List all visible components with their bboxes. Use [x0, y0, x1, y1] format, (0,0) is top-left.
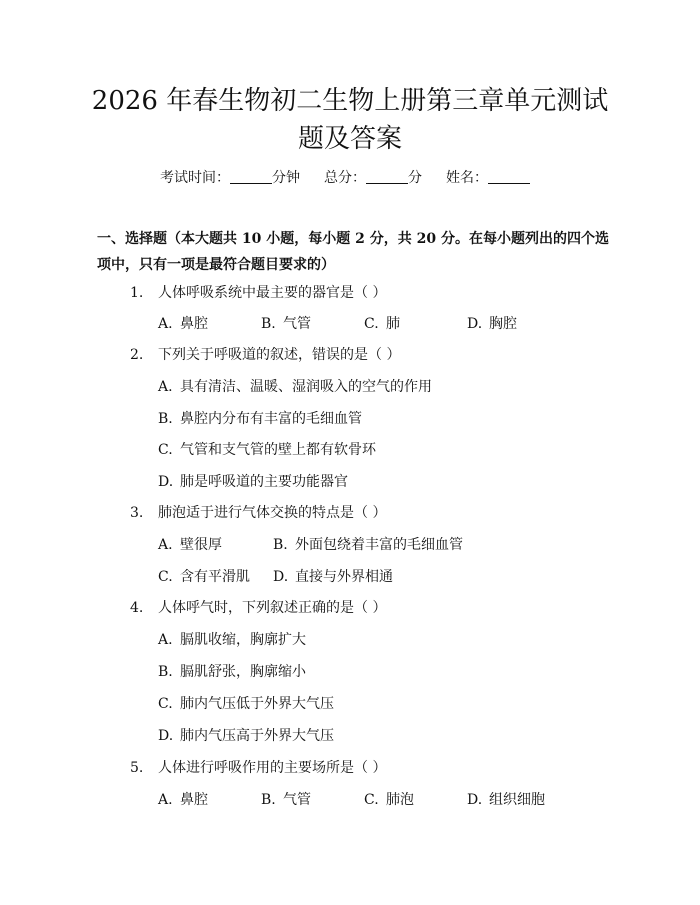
option-letter: C.	[158, 696, 173, 712]
option-5d	[467, 790, 545, 810]
option-letter: D.	[158, 728, 174, 744]
option-1a	[158, 314, 208, 334]
question-3	[130, 503, 386, 523]
exam-time-label: 考试时间：	[160, 170, 230, 186]
question-number: 3.	[130, 505, 144, 521]
question-number: 1.	[130, 285, 144, 301]
option-4b	[158, 662, 306, 682]
option-2c	[158, 440, 376, 460]
option-text: 鼻腔	[180, 792, 208, 808]
option-text: 肺内气压高于外界大气压	[180, 728, 334, 744]
option-letter: D.	[467, 316, 483, 332]
page-title: 2026 年春生物初二生物上册第三章单元测试	[91, 86, 609, 116]
question-number: 5.	[130, 760, 144, 776]
option-3b	[273, 535, 463, 555]
option-letter: D.	[158, 474, 174, 490]
option-4c	[158, 694, 334, 714]
exam-time-blank	[230, 169, 272, 184]
option-letter: C.	[364, 792, 379, 808]
option-text: 肺内气压低于外界大气压	[180, 696, 334, 712]
option-1d	[467, 314, 517, 334]
option-4a	[158, 630, 306, 650]
option-2a	[158, 377, 432, 397]
option-text: 外面包绕着丰富的毛细血管	[295, 537, 463, 553]
exam-time-unit: 分钟	[272, 170, 300, 186]
question-text: 人体呼气时，下列叙述正确的是（ ）	[158, 600, 387, 616]
option-1b	[261, 314, 311, 334]
option-letter: C.	[364, 316, 379, 332]
option-text: 气管	[283, 316, 311, 332]
option-3d	[273, 567, 393, 587]
option-text: 肺泡	[386, 792, 414, 808]
option-text: 含有平滑肌	[180, 569, 250, 585]
option-text: 组织细胞	[489, 792, 545, 808]
option-text: 胸腔	[489, 316, 517, 332]
option-text: 直接与外界相通	[295, 569, 393, 585]
name-blank	[488, 169, 530, 184]
option-5c	[364, 790, 414, 810]
section-heading: 一、选择题（本大题共 10 小题，每小题 2 分，共 20 分。在每小题列出的四个选项中，只有一项是最符合题目要求的）	[97, 231, 609, 273]
option-letter: B.	[158, 664, 173, 680]
total-score-blank	[366, 169, 408, 184]
option-5b	[261, 790, 311, 810]
option-letter: B.	[261, 316, 276, 332]
question-text: 人体进行呼吸作用的主要场所是（ ）	[158, 760, 387, 776]
question-4	[130, 598, 386, 618]
question-1	[130, 283, 386, 303]
option-letter: A.	[158, 316, 173, 332]
option-letter: A.	[158, 379, 173, 395]
option-4d	[158, 726, 334, 746]
option-text: 具有清洁、温暖、湿润吸入的空气的作用	[180, 379, 432, 395]
option-text: 肺	[386, 316, 400, 332]
option-letter: B.	[273, 537, 288, 553]
exam-info-line	[160, 168, 580, 188]
total-score-unit: 分	[408, 170, 422, 186]
option-letter: A.	[158, 632, 173, 648]
option-letter: B.	[261, 792, 276, 808]
option-2d	[158, 472, 348, 492]
page-title-continued: 题及答案	[297, 124, 402, 154]
option-letter: A.	[158, 792, 173, 808]
option-text: 肺是呼吸道的主要功能器官	[180, 474, 348, 490]
question-number: 4.	[130, 600, 144, 616]
option-letter: A.	[158, 537, 173, 553]
option-5a	[158, 790, 208, 810]
question-text: 下列关于呼吸道的叙述，错误的是（ ）	[158, 347, 401, 363]
option-letter: C.	[158, 569, 173, 585]
option-text: 鼻腔	[180, 316, 208, 332]
question-text: 人体呼吸系统中最主要的器官是（ ）	[158, 285, 387, 301]
question-text: 肺泡适于进行气体交换的特点是（ ）	[158, 505, 387, 521]
option-text: 鼻腔内分布有丰富的毛细血管	[180, 411, 362, 427]
option-letter: B.	[158, 411, 173, 427]
option-letter: C.	[158, 442, 173, 458]
option-text: 膈肌收缩，胸廓扩大	[180, 632, 306, 648]
option-3c	[158, 567, 250, 587]
option-text: 气管和支气管的壁上都有软骨环	[180, 442, 376, 458]
option-letter: D.	[273, 569, 289, 585]
option-3a	[158, 535, 222, 555]
total-score-label: 总分：	[324, 170, 366, 186]
option-text: 壁很厚	[180, 537, 222, 553]
option-letter: D.	[467, 792, 483, 808]
question-2	[130, 345, 400, 365]
name-label: 姓名：	[446, 170, 488, 186]
option-2b	[158, 409, 362, 429]
option-1c	[364, 314, 400, 334]
question-number: 2.	[130, 347, 144, 363]
option-text: 气管	[283, 792, 311, 808]
question-5	[130, 758, 386, 778]
option-text: 膈肌舒张，胸廓缩小	[180, 664, 306, 680]
